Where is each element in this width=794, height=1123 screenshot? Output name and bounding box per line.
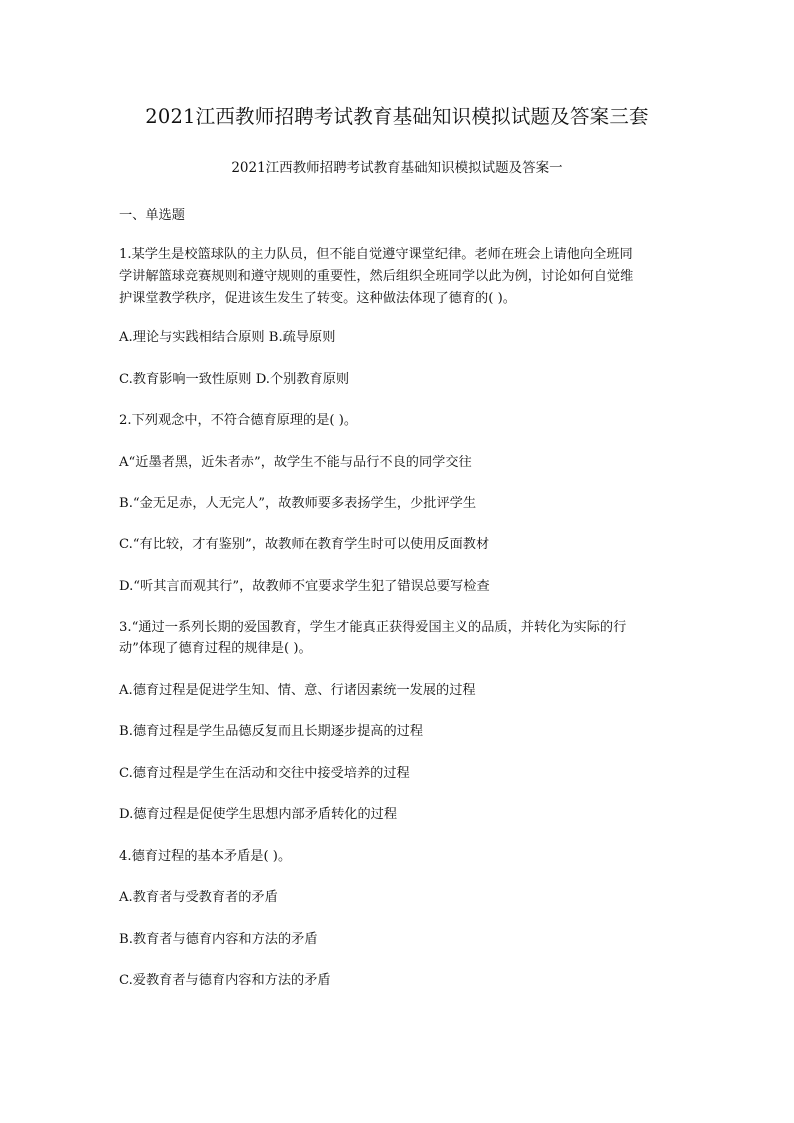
question-1-stem-line-2: 学讲解篮球竞赛规则和遵守规则的重要性，然后组织全班同学以此为例，讨论如何自觉维 [119, 269, 634, 284]
question-4-option-b: B.教育者与德育内容和方法的矛盾 [119, 932, 318, 947]
question-3-stem-line-2: 动”体现了德育过程的规律是( )。 [119, 641, 312, 656]
question-2-option-d: D.“听其言而观其行”，故教师不宜要求学生犯了错误总要写检查 [119, 579, 490, 594]
question-2-option-b: B.“金无足赤，人无完人”，故教师要多表扬学生，少批评学生 [119, 496, 477, 511]
question-3-stem-line-1: 3.“通过一系列长期的爱国教育，学生才能真正获得爱国主义的品质，并转化为实际的行 [119, 620, 627, 635]
question-1-stem-line-1: 1.某学生是校篮球队的主力队员，但不能自觉遵守课堂纪律。老师在班会上请他向全班同 [119, 247, 633, 262]
question-3-option-b: B.德育过程是学生品德反复而且长期逐步提高的过程 [119, 724, 424, 739]
question-2-option-c: C.“有比较，才有鉴别”，故教师在教育学生时可以使用反面教材 [119, 537, 490, 552]
section-heading: 一、单选题 [119, 208, 185, 223]
question-4-option-c: C.爱教育者与德育内容和方法的矛盾 [119, 973, 331, 988]
document-title: 2021江西教师招聘考试教育基础知识模拟试题及答案三套 [145, 105, 649, 128]
question-1-stem-line-3: 护课堂教学秩序，促进该生发生了转变。这种做法体现了德育的( )。 [119, 291, 516, 306]
document-subtitle: 2021江西教师招聘考试教育基础知识模拟试题及答案一 [231, 160, 563, 176]
question-4-option-a: A.教育者与受教育者的矛盾 [119, 890, 278, 905]
question-2-option-a: A“近墨者黑，近朱者赤”，故学生不能与品行不良的同学交往 [119, 455, 472, 470]
question-3-option-d: D.德育过程是促使学生思想内部矛盾转化的过程 [119, 807, 398, 822]
question-3-option-a: A.德育过程是促进学生知、情、意、行诸因素统一发展的过程 [119, 683, 476, 698]
question-3-option-c: C.德育过程是学生在活动和交往中接受培养的过程 [119, 766, 410, 781]
question-1-option-ab: A.理论与实践相结合原则 B.疏导原则 [119, 330, 336, 345]
question-4-stem: 4.德育过程的基本矛盾是( )。 [119, 849, 292, 864]
question-1-option-cd: C.教育影响一致性原则 D.个别教育原则 [119, 372, 350, 387]
question-2-stem: 2.下列观念中，不符合德育原理的是( )。 [119, 413, 358, 428]
